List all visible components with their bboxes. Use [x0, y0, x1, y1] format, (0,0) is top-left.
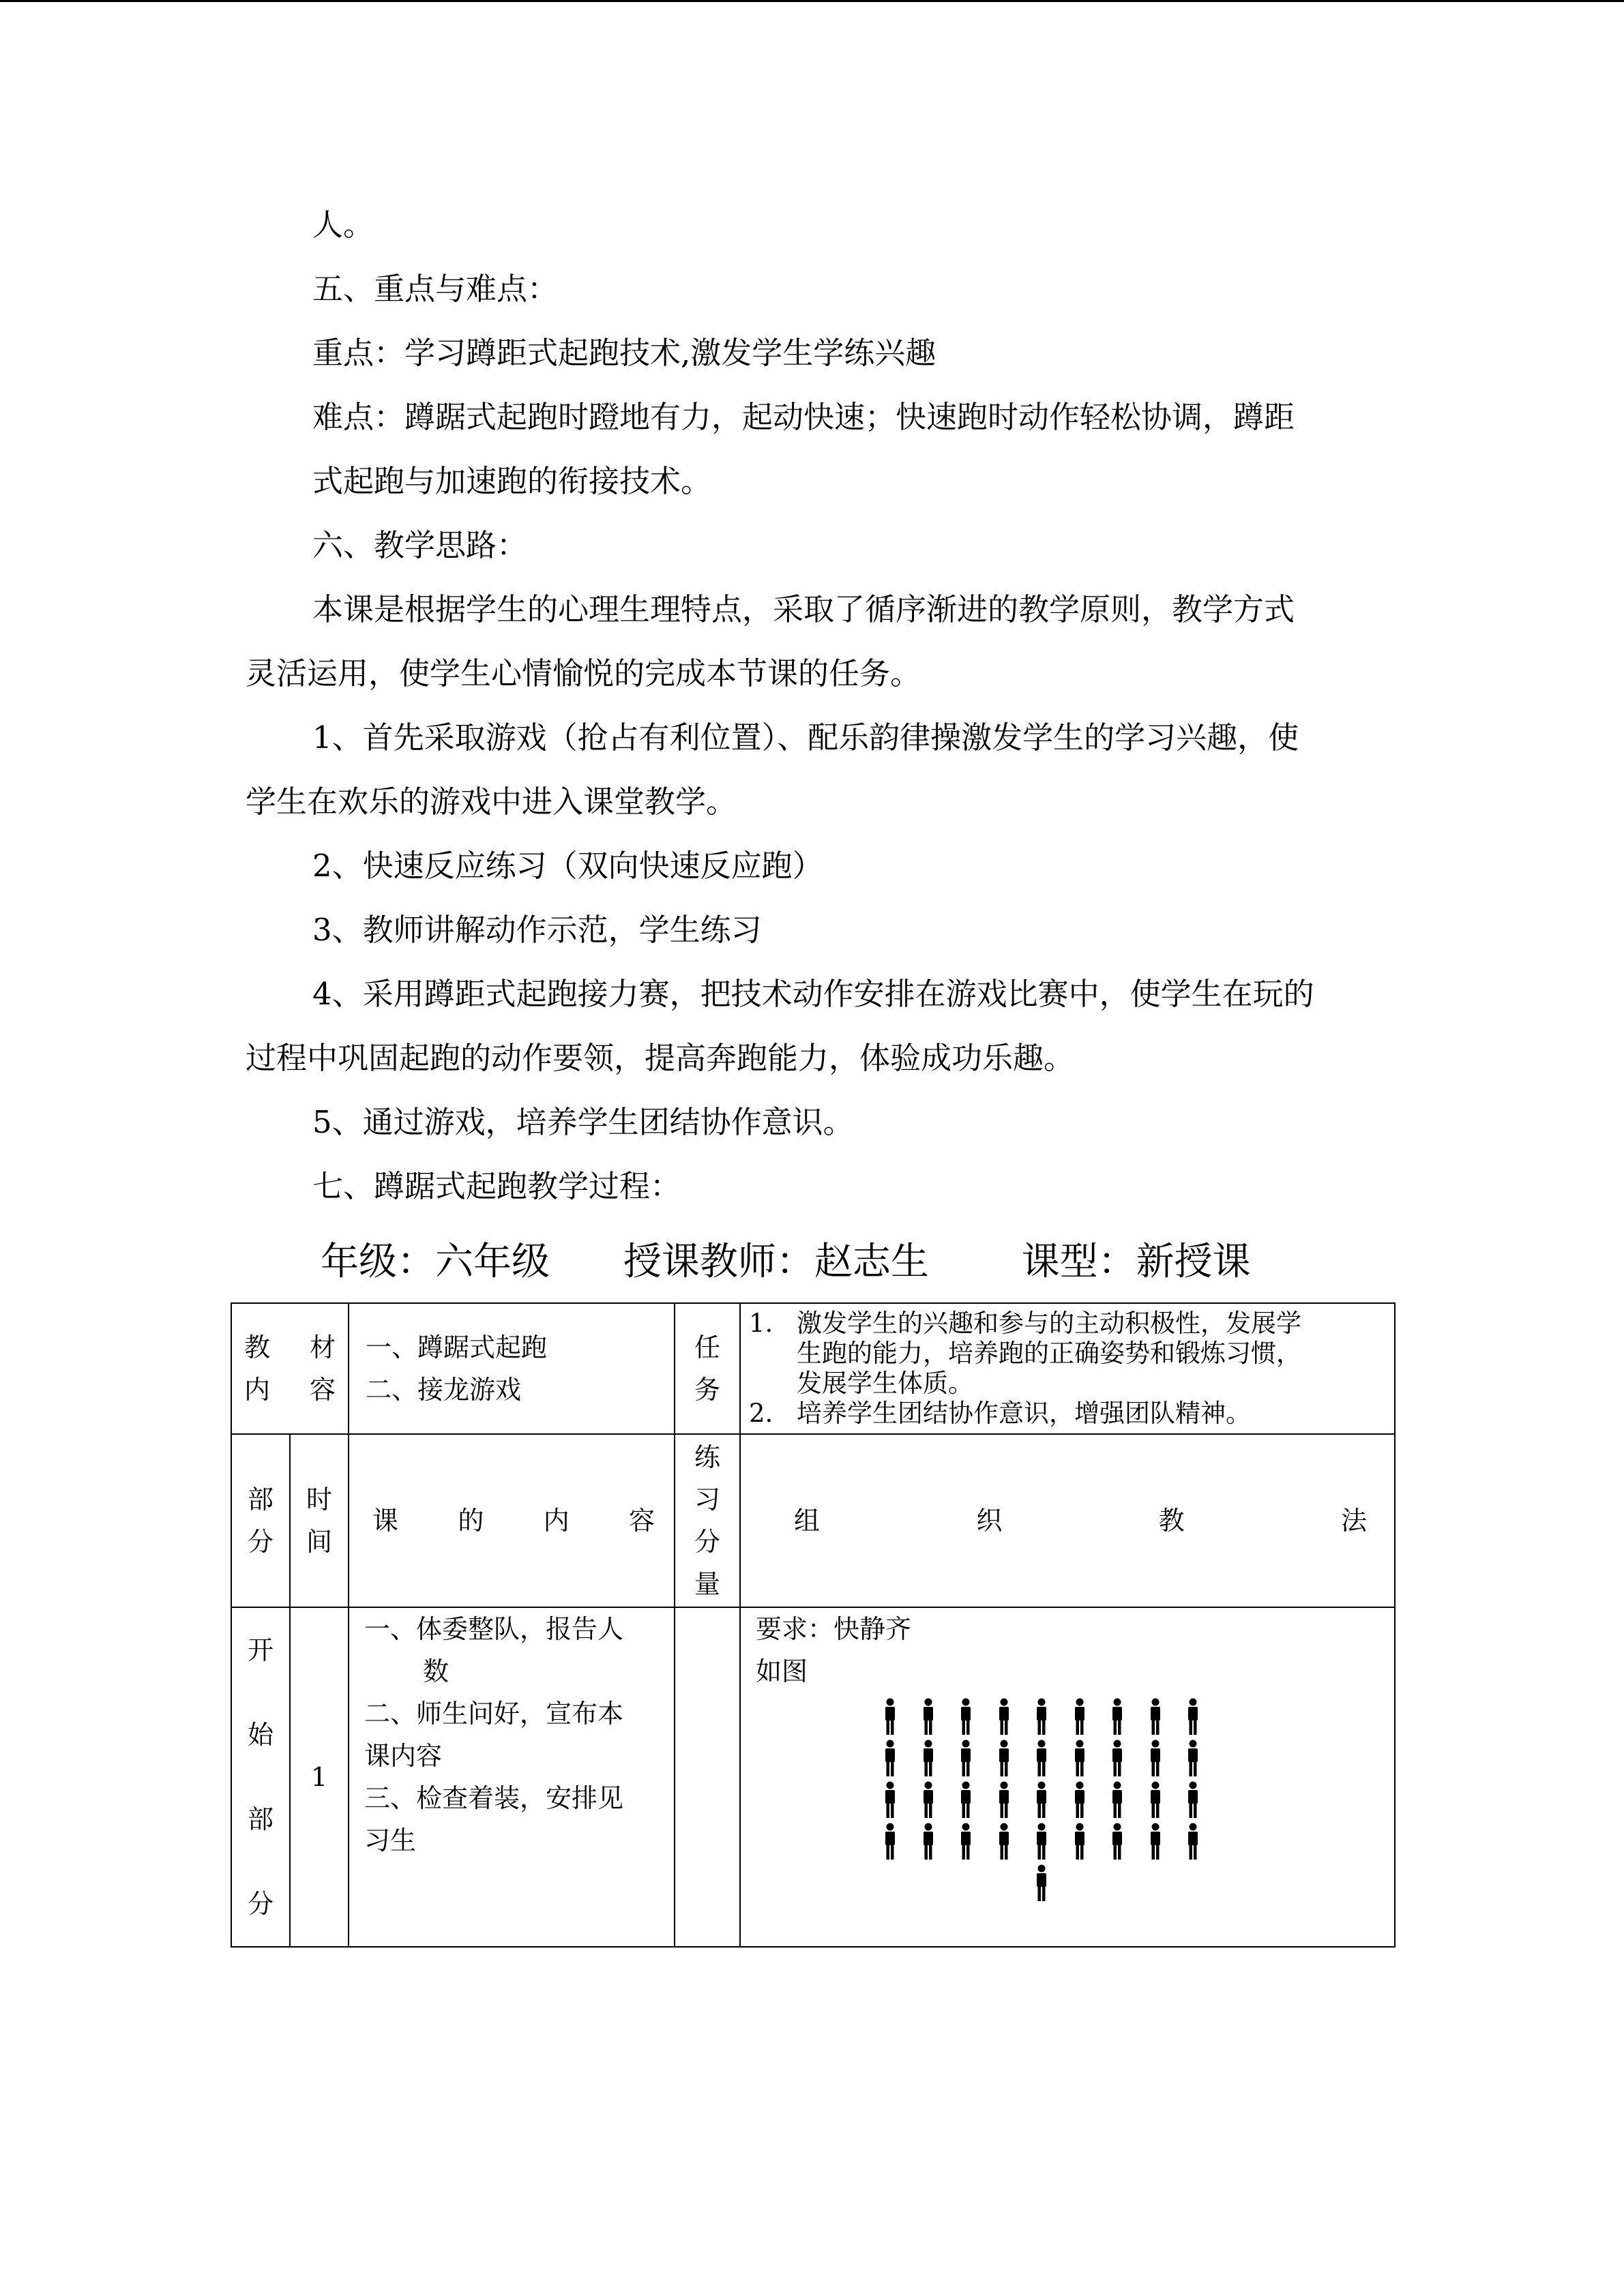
- organization-cell: [740, 1607, 1395, 1947]
- task-label-cell: [675, 1303, 740, 1434]
- method-header-cell: [740, 1434, 1395, 1607]
- student-figure-icon: [1033, 1781, 1050, 1819]
- student-figure-icon: [958, 1740, 974, 1778]
- material-item: 二、接龙游戏: [366, 1375, 522, 1405]
- label-char: 容: [628, 1506, 655, 1536]
- student-figure-icon: [1147, 1823, 1164, 1861]
- paragraph: 学生在欢乐的游戏中进入课堂教学。: [246, 784, 737, 820]
- lesson-type-label: 课型：新授课: [1021, 1240, 1251, 1284]
- student-figure-icon: [1033, 1823, 1050, 1861]
- student-figure-icon: [882, 1740, 898, 1778]
- label-char: 练: [694, 1442, 720, 1472]
- opening-section-row: [231, 1607, 1395, 1947]
- content-line: 数: [423, 1656, 449, 1686]
- paragraph: 难点：蹲踞式起跑时蹬地有力，起动快速；快速跑时动作轻松协调，蹲距: [312, 399, 1295, 435]
- label-char: 的: [458, 1506, 484, 1536]
- label-char: 内: [543, 1506, 570, 1536]
- label-char: 分: [247, 1889, 274, 1919]
- task-line: 生跑的能力，培养跑的正确姿势和锻炼习惯，: [797, 1339, 1301, 1368]
- student-figure-icon: [1147, 1698, 1164, 1736]
- student-figure-icon: [1072, 1823, 1088, 1861]
- student-figure-icon: [958, 1823, 974, 1861]
- section-heading: 六、教学思路：: [312, 527, 528, 563]
- label-char: 教: [244, 1332, 271, 1362]
- time-cell: [290, 1607, 349, 1947]
- student-figure-icon: [996, 1823, 1012, 1861]
- student-figure-icon: [996, 1740, 1012, 1778]
- student-figure-icon: [1147, 1740, 1164, 1778]
- material-item: 一、蹲踞式起跑: [366, 1332, 548, 1362]
- student-figure-icon: [1109, 1781, 1125, 1819]
- student-figure-icon: [882, 1781, 898, 1819]
- practice-header-cell: [675, 1434, 740, 1607]
- material-row: [231, 1303, 1395, 1434]
- paragraph: 式起跑与加速跑的衔接技术。: [312, 463, 712, 499]
- requirement-text: 要求：快静齐: [756, 1614, 912, 1644]
- label-char: 组: [794, 1506, 821, 1536]
- student-figure-icon: [958, 1698, 974, 1736]
- student-figure-icon: [882, 1823, 898, 1861]
- paragraph: 4、采用蹲距式起跑接力赛，把技术动作安排在游戏比赛中，使学生在玩的: [312, 976, 1314, 1012]
- time-header-cell: [290, 1434, 349, 1607]
- content-line: 三、检查着装，安排见: [364, 1783, 624, 1813]
- task-item: [749, 1309, 1382, 1399]
- label-char: 分: [694, 1527, 720, 1557]
- student-figure-icon: [920, 1698, 936, 1736]
- content-line: 课内容: [364, 1741, 443, 1771]
- label-char: 课: [372, 1506, 399, 1536]
- student-figure-icon: [920, 1781, 936, 1819]
- student-figure-icon: [1109, 1740, 1125, 1778]
- task-number: 2.: [749, 1399, 773, 1428]
- label-char: 织: [976, 1506, 1003, 1536]
- label-char: 内: [244, 1375, 271, 1405]
- label-char: 时: [306, 1485, 332, 1515]
- student-figure-icon: [1185, 1823, 1201, 1861]
- part-cell: [231, 1607, 290, 1947]
- student-figure-icon: [920, 1823, 936, 1861]
- student-figure-icon: [1185, 1698, 1201, 1736]
- task-item: [749, 1399, 1382, 1429]
- teacher-label: 授课教师：赵志生: [623, 1240, 929, 1284]
- label-char: 量: [694, 1569, 720, 1599]
- label-char: 习: [694, 1485, 720, 1515]
- student-figure-icon: [1109, 1823, 1125, 1861]
- material-items-cell: [349, 1303, 675, 1434]
- part-header-cell: [231, 1434, 290, 1607]
- student-figure-icon: [1072, 1698, 1088, 1736]
- paragraph: 重点：学习蹲距式起跑技术,激发学生学练兴趣: [312, 335, 936, 371]
- label-char: 开: [247, 1635, 274, 1665]
- content-line: 二、师生问好，宣布本: [364, 1699, 624, 1729]
- label-char: 部: [247, 1485, 274, 1515]
- paragraph: 2、快速反应练习（双向快速反应跑）: [312, 848, 823, 884]
- student-figure-icon: [1072, 1781, 1088, 1819]
- task-list: [741, 1306, 1394, 1431]
- leader-figure-icon: [1033, 1864, 1050, 1903]
- paragraph: 过程中巩固起跑的动作要领，提高奔跑能力，体验成功乐趣。: [246, 1040, 1075, 1076]
- label-char: 部: [247, 1804, 274, 1834]
- tasks-cell: [740, 1303, 1395, 1434]
- student-figure-icon: [1033, 1698, 1050, 1736]
- task-line: 激发学生的兴趣和参与的主动积极性，发展学: [797, 1309, 1301, 1338]
- paragraph: 3、教师讲解动作示范，学生练习: [312, 912, 762, 948]
- page-top-border: [0, 0, 1624, 2]
- paragraph: 5、通过游戏，培养学生团结协作意识。: [312, 1104, 854, 1140]
- label-char: 容: [309, 1375, 336, 1405]
- task-number: 1.: [749, 1309, 773, 1338]
- section-heading: 五、重点与难点：: [312, 271, 559, 307]
- student-figure-icon: [882, 1698, 898, 1736]
- column-header-row: [231, 1434, 1395, 1607]
- paragraph: 1、首先采取游戏（抢占有利位置）、配乐韵律操激发学生的学习兴趣，使: [312, 719, 1299, 756]
- task-line: 发展学生体质。: [797, 1369, 973, 1398]
- student-figure-icon: [1033, 1740, 1050, 1778]
- student-figure-icon: [996, 1781, 1012, 1819]
- grade-label: 年级：六年级: [321, 1240, 550, 1284]
- content-cell: [349, 1607, 675, 1947]
- diagram-caption: 如图: [756, 1656, 808, 1686]
- student-figure-icon: [1147, 1781, 1164, 1819]
- lesson-plan-table: [231, 1302, 1396, 1948]
- section-heading: 七、蹲踞式起跑教学过程：: [312, 1168, 681, 1204]
- label-char: 材: [309, 1332, 336, 1362]
- student-figure-icon: [1072, 1740, 1088, 1778]
- paragraph: 人。: [312, 207, 374, 243]
- student-figure-icon: [1109, 1698, 1125, 1736]
- label-char: 法: [1340, 1506, 1367, 1536]
- label-char: 教: [1158, 1506, 1185, 1536]
- label-char: 务: [694, 1375, 720, 1405]
- paragraph: 灵活运用，使学生心情愉悦的完成本节课的任务。: [246, 655, 921, 691]
- content-line: 习生: [364, 1825, 417, 1855]
- student-figure-icon: [920, 1740, 936, 1778]
- material-label-cell: [231, 1303, 349, 1434]
- content-header-cell: [349, 1434, 675, 1607]
- time-value: 1: [310, 1762, 328, 1792]
- student-figure-icon: [996, 1698, 1012, 1736]
- student-figure-icon: [1185, 1740, 1201, 1778]
- label-char: 分: [247, 1527, 274, 1557]
- content-line: 一、体委整队，报告人: [364, 1614, 624, 1644]
- lesson-header: [321, 1240, 1251, 1285]
- paragraph: 本课是根据学生的心理生理特点，采取了循序渐进的教学原则，教学方式: [312, 591, 1295, 627]
- student-figure-icon: [1185, 1781, 1201, 1819]
- practice-cell: [675, 1607, 740, 1947]
- task-line: 培养学生团结协作意识，增强团队精神。: [797, 1399, 1251, 1428]
- label-char: 始: [247, 1720, 274, 1750]
- label-char: 任: [694, 1332, 720, 1362]
- student-figure-icon: [958, 1781, 974, 1819]
- label-char: 间: [306, 1527, 332, 1557]
